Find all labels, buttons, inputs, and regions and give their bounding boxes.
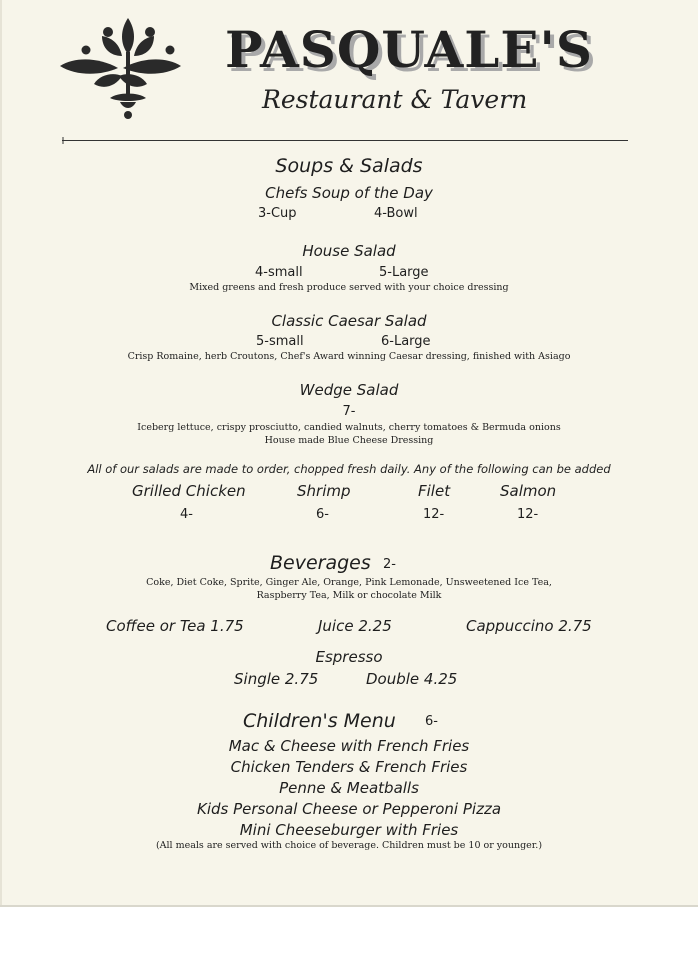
- kids-item-mini-cheeseburger: Mini Cheeseburger with Fries: [239, 821, 459, 839]
- coffee-tea-item: Coffee or Tea 1.75: [106, 617, 244, 635]
- addon-grilled-chicken-name: Grilled Chicken: [132, 482, 246, 500]
- beverages-price: 2-: [383, 557, 396, 572]
- house-salad-small-price: 4-small: [255, 265, 303, 280]
- beverages-description-line-1: Coke, Diet Coke, Sprite, Ginger Ale, Orange, Pink Lemonade, Unsweetened Ice Tea,: [146, 577, 552, 588]
- kids-item-personal-pizza: Kids Personal Cheese or Pepperoni Pizza: [196, 800, 502, 818]
- juice-item: Juice 2.25: [318, 617, 392, 635]
- header-divider: [62, 140, 628, 141]
- olive-branch-logo-icon: [58, 14, 183, 122]
- addon-grilled-chicken-price: 4-: [180, 507, 193, 522]
- wedge-salad-name: Wedge Salad: [299, 381, 399, 399]
- childrens-menu-price: 6-: [425, 714, 438, 729]
- cappuccino-item: Cappuccino 2.75: [466, 617, 592, 635]
- wedge-description-line-2: House made Blue Cheese Dressing: [264, 435, 434, 446]
- beverages-heading: Beverages: [270, 552, 371, 574]
- addon-salmon-price: 12-: [517, 507, 539, 522]
- espresso-label: Espresso: [315, 648, 383, 666]
- addon-shrimp-name: Shrimp: [297, 482, 351, 500]
- scan-bottom-edge: [0, 905, 698, 907]
- restaurant-name: PASQUALE'S: [225, 20, 593, 79]
- caesar-description: Crisp Romaine, herb Croutons, Chef's Award winning Caesar dressing, finished with Asiago: [127, 351, 571, 362]
- childrens-menu-heading: Children's Menu: [243, 710, 396, 732]
- soups-salads-heading: Soups & Salads: [275, 155, 423, 177]
- kids-item-penne-meatballs: Penne & Meatballs: [279, 779, 419, 797]
- wedge-description-line-1: Iceberg lettuce, crispy prosciutto, candied walnuts, cherry tomatoes & Bermuda onions: [137, 422, 561, 433]
- kids-item-chicken-tenders: Chicken Tenders & French Fries: [230, 758, 468, 776]
- caesar-large-price: 6-Large: [381, 334, 431, 349]
- soup-bowl-price: 4-Bowl: [374, 206, 418, 221]
- caesar-small-price: 5-small: [256, 334, 304, 349]
- house-salad-large-price: 5-Large: [379, 265, 429, 280]
- caesar-salad-name: Classic Caesar Salad: [271, 312, 427, 330]
- soup-cup-price: 3-Cup: [258, 206, 297, 221]
- house-salad-description: Mixed greens and fresh produce served with your choice dressing: [189, 282, 509, 293]
- house-salad-name: House Salad: [302, 242, 396, 260]
- addon-salmon-name: Salmon: [500, 482, 557, 500]
- wedge-salad-price: 7-: [342, 404, 356, 419]
- childrens-menu-note: (All meals are served with choice of beverage. Children must be 10 or younger.): [155, 840, 543, 851]
- espresso-double-item: Double 4.25: [366, 670, 458, 688]
- restaurant-subtitle: Restaurant & Tavern: [262, 85, 528, 114]
- addon-filet-name: Filet: [418, 482, 451, 500]
- kids-item-mac-cheese: Mac & Cheese with French Fries: [228, 737, 470, 755]
- salad-addons-note: All of our salads are made to order, chopped fresh daily. Any of the following can be added: [87, 462, 611, 476]
- beverages-description-line-2: Raspberry Tea, Milk or chocolate Milk: [256, 590, 442, 601]
- espresso-single-item: Single 2.75: [234, 670, 319, 688]
- addon-shrimp-price: 6-: [316, 507, 329, 522]
- addon-filet-price: 12-: [423, 507, 445, 522]
- soup-of-day-name: Chefs Soup of the Day: [265, 184, 433, 202]
